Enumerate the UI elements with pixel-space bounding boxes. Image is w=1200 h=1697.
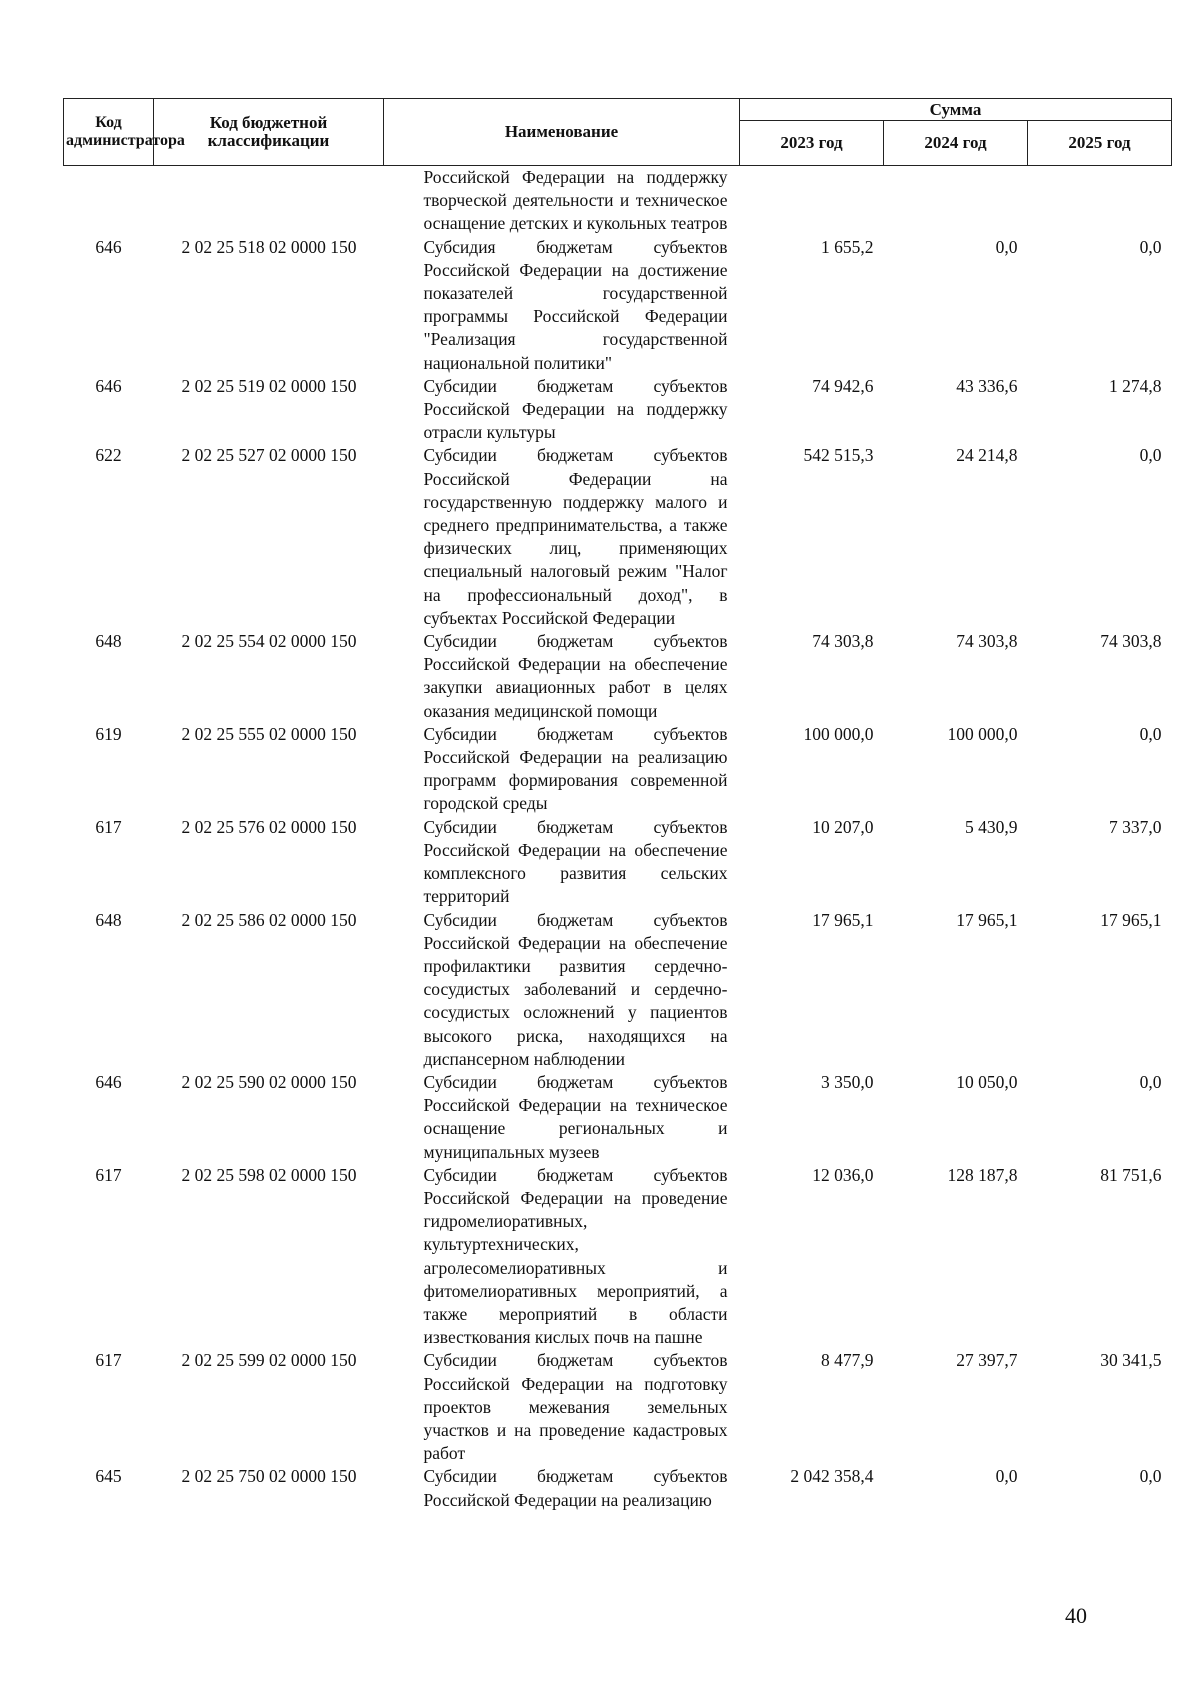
amount-2025-cell: 1 274,8: [1109, 375, 1162, 396]
admin-code-cell: 646: [95, 375, 122, 396]
table-row: [64, 723, 1172, 816]
admin-code-cell: 617: [95, 1164, 122, 1185]
budget-code-cell: 2 02 25 555 02 0000 150: [181, 723, 357, 744]
name-cell: Субсидии бюджетам субъектов Российской Федерации на обеспечение профилактики развития сердечно-сосудистых заболеваний и сердечно-сосудистых осложнений у пациентов высокого риска, находящихся на диспансерном наблюдении: [423, 909, 728, 1069]
amount-2024-cell: 10 050,0: [956, 1071, 1018, 1092]
continuation-row: [64, 166, 1172, 236]
name-cell: Субсидии бюджетам субъектов Российской Федерации на реализацию: [423, 1466, 728, 1510]
name-cell: Субсидия бюджетам субъектов Российской Федерации на достижение показателей государственной программы Российской Федерации "Реализация государственной национальной политики": [423, 236, 728, 373]
header-admin-code: Код администратора: [64, 99, 154, 166]
table-header: [64, 99, 1172, 166]
budget-code-cell: 2 02 25 586 02 0000 150: [181, 909, 357, 930]
amount-2023-cell: 3 350,0: [821, 1071, 874, 1092]
amount-2023-cell: 542 515,3: [803, 445, 874, 466]
table-row: [64, 444, 1172, 630]
header-year-2024: 2024 год: [884, 121, 1028, 166]
admin-code-cell: 645: [95, 1466, 122, 1487]
amount-2025-cell: 81 751,6: [1100, 1164, 1162, 1185]
table-row: [64, 375, 1172, 445]
amount-2024-cell: 27 397,7: [956, 1350, 1018, 1371]
amount-2024-cell: 43 336,6: [956, 375, 1018, 396]
budget-code-cell: 2 02 25 519 02 0000 150: [181, 375, 357, 396]
admin-code-cell: 622: [95, 445, 122, 466]
amount-2023-cell: 1 655,2: [821, 236, 874, 257]
name-cell: Субсидии бюджетам субъектов Российской Федерации на государственную поддержку малого и среднего предпринимательства, а также физических лиц, применяющих специальный налоговый режим "Налог на профессиональный доход", в субъектах Российской Федерации: [423, 445, 728, 628]
amount-2025-cell: 0,0: [1139, 723, 1162, 744]
budget-code-cell: 2 02 25 527 02 0000 150: [181, 445, 357, 466]
amount-2023-cell: 17 965,1: [812, 909, 874, 930]
name-cell: Субсидии бюджетам субъектов Российской Федерации на подготовку проектов межевания земельных участков и на проведение кадастровых работ: [423, 1350, 728, 1464]
name-cell: Субсидии бюджетам субъектов Российской Федерации на реализацию программ формирования современной городской среды: [423, 723, 728, 814]
amount-2024-cell: 24 214,8: [956, 445, 1018, 466]
header-year-2023: 2023 год: [740, 121, 884, 166]
admin-code-cell: 648: [95, 909, 122, 930]
amount-2025-cell: 7 337,0: [1109, 816, 1162, 837]
amount-2023-cell: 2 042 358,4: [790, 1466, 874, 1487]
amount-2025-cell: 74 303,8: [1100, 631, 1162, 652]
budget-code-cell: 2 02 25 598 02 0000 150: [181, 1164, 357, 1185]
amount-2024-cell: 0,0: [995, 1466, 1018, 1487]
table-row: [64, 909, 1172, 1071]
amount-2023-cell: 10 207,0: [812, 816, 874, 837]
table-body: [64, 166, 1172, 1512]
budget-code-cell: 2 02 25 599 02 0000 150: [181, 1350, 357, 1371]
budget-code-cell: 2 02 25 554 02 0000 150: [181, 631, 357, 652]
name-cell: Субсидии бюджетам субъектов Российской Федерации на техническое оснащение региональных и муниципальных музеев: [423, 1071, 728, 1162]
budget-code-cell: 2 02 25 576 02 0000 150: [181, 816, 357, 837]
amount-2023-cell: 12 036,0: [812, 1164, 874, 1185]
budget-code-cell: 2 02 25 518 02 0000 150: [181, 236, 357, 257]
table-row: [64, 1465, 1172, 1511]
admin-code-cell: 646: [95, 236, 122, 257]
amount-2025-cell: 0,0: [1139, 236, 1162, 257]
amount-2025-cell: 0,0: [1139, 1466, 1162, 1487]
header-budget-code: Код бюджетной классификации: [154, 99, 384, 166]
amount-2023-cell: 8 477,9: [821, 1350, 874, 1371]
table-row: [64, 1071, 1172, 1164]
admin-code-cell: 648: [95, 631, 122, 652]
table-row: [64, 816, 1172, 909]
header-name: Наименование: [384, 99, 740, 166]
budget-code-cell: 2 02 25 750 02 0000 150: [181, 1466, 357, 1487]
admin-code-cell: 617: [95, 1350, 122, 1371]
table-row: [64, 1349, 1172, 1465]
amount-2025-cell: 17 965,1: [1100, 909, 1162, 930]
page-number: 40: [1065, 1603, 1087, 1628]
amount-2025-cell: 30 341,5: [1100, 1350, 1162, 1371]
name-cell: Субсидии бюджетам субъектов Российской Федерации на обеспечение закупки авиационных работ в целях оказания медицинской помощи: [423, 631, 728, 721]
amount-2024-cell: 5 430,9: [965, 816, 1018, 837]
table-row: [64, 1164, 1172, 1350]
name-cell: Субсидии бюджетам субъектов Российской Федерации на проведение гидромелиоративных, культуртехнических, агролесомелиоративных и фитомелиоративных мероприятий, а также мероприятий в области известкования кислых почв на пашне: [423, 1164, 728, 1348]
amount-2024-cell: 100 000,0: [947, 723, 1018, 744]
header-sum: Сумма: [740, 99, 1172, 121]
amount-2025-cell: 0,0: [1139, 445, 1162, 466]
amount-2024-cell: 0,0: [995, 236, 1018, 257]
table-row: [64, 630, 1172, 723]
table-row: [64, 236, 1172, 375]
amount-2024-cell: 17 965,1: [956, 909, 1018, 930]
name-cell: Субсидии бюджетам субъектов Российской Федерации на обеспечение комплексного развития сельских территорий: [423, 816, 728, 907]
admin-code-cell: 617: [95, 816, 122, 837]
amount-2025-cell: 0,0: [1139, 1071, 1162, 1092]
header-year-2025: 2025 год: [1028, 121, 1172, 166]
admin-code-cell: 619: [95, 723, 122, 744]
continuation-text: Российской Федерации на поддержку творческой деятельности и техническое оснащение детских и кукольных театров: [423, 167, 728, 234]
amount-2024-cell: 74 303,8: [956, 631, 1018, 652]
budget-code-cell: 2 02 25 590 02 0000 150: [181, 1071, 357, 1092]
amount-2023-cell: 74 303,8: [812, 631, 874, 652]
amount-2023-cell: 100 000,0: [803, 723, 874, 744]
name-cell: Субсидии бюджетам субъектов Российской Федерации на поддержку отрасли культуры: [423, 375, 728, 443]
admin-code-cell: 646: [95, 1071, 122, 1092]
amount-2023-cell: 74 942,6: [812, 375, 874, 396]
amount-2024-cell: 128 187,8: [947, 1164, 1018, 1185]
budget-table: [63, 98, 1172, 1512]
